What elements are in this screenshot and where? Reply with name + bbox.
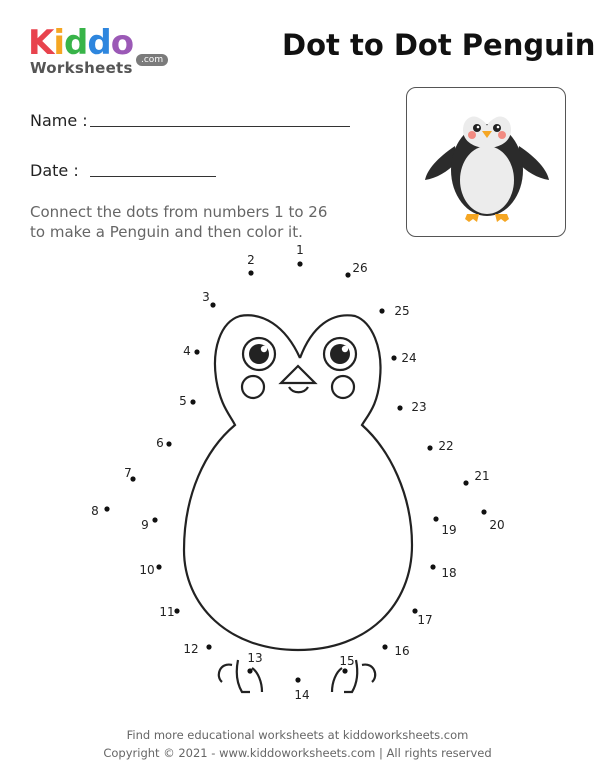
dot-label-20: 20 [489,518,505,532]
logo-dotcom-badge: .com [136,54,168,66]
date-line [90,176,216,177]
logo-letter: d [64,23,88,63]
dot-label-11: 11 [159,605,175,619]
dot-26 [345,272,350,277]
dot-11 [174,608,179,613]
dot-22 [427,445,432,450]
logo-letter: o [110,23,134,63]
penguin-outline [184,315,412,692]
dot-label-5: 5 [179,394,187,408]
dot-12 [206,644,211,649]
instructions-line-1: Connect the dots from numbers 1 to 26 [30,203,328,221]
dot-3 [210,302,215,307]
dot-layer [91,243,504,700]
dot-label-17: 17 [417,613,433,627]
logo-word [28,23,134,63]
dot-label-6: 6 [156,436,164,450]
dot-label-1: 1 [296,243,304,257]
dot-18 [430,564,435,569]
logo-subtitle: Worksheets [30,59,133,77]
dot-label-12: 12 [183,642,199,656]
logo-letter: i [53,23,65,63]
dot-label-9: 9 [141,518,149,532]
dot-25 [379,308,384,313]
dot-24 [391,355,396,360]
dot-label-7: 7 [124,466,132,480]
dot-label-15: 15 [339,654,355,668]
dot-5 [190,399,195,404]
dot-label-21: 21 [474,469,490,483]
dot-21 [463,480,468,485]
dot-label-10: 10 [139,563,155,577]
worksheet-title: Dot to Dot Penguin [282,28,595,62]
logo-letter: d [87,23,111,63]
dot-1 [297,261,302,266]
dot-label-23: 23 [411,400,427,414]
dot-10 [156,564,161,569]
dot-16 [382,644,387,649]
date-label: Date : [30,161,79,180]
name-line [90,126,350,127]
dot-label-19: 19 [441,523,457,537]
dot-2 [248,270,253,275]
dot-label-24: 24 [401,351,417,365]
dot-to-dot-puzzle [0,230,595,700]
reference-penguin-box [406,87,566,237]
dot-14 [295,677,300,682]
dot-23 [397,405,402,410]
dot-label-3: 3 [202,290,210,304]
dot-19 [433,516,438,521]
dot-15 [342,668,347,673]
dot-8 [104,506,109,511]
dot-6 [166,441,171,446]
dot-20 [481,509,486,514]
dot-13 [247,668,252,673]
dot-label-14: 14 [294,688,310,700]
dot-4 [194,349,199,354]
dot-label-2: 2 [247,253,255,267]
instructions-line-2: to make a Penguin and then color it. [30,223,303,241]
reference-penguin-image [407,88,567,238]
dot-label-8: 8 [91,504,99,518]
dot-label-13: 13 [247,651,263,665]
footer-line-2: Copyright © 2021 - www.kiddoworksheets.com | All rights reserved [103,746,492,760]
dot-label-4: 4 [183,344,191,358]
dot-label-25: 25 [394,304,410,318]
dot-9 [152,517,157,522]
logo-letter: K [28,23,54,63]
footer-line-1: Find more educational worksheets at kiddoworksheets.com [126,728,469,742]
name-label: Name : [30,111,88,130]
dot-label-16: 16 [394,644,410,658]
kiddo-logo [28,23,178,80]
dot-label-22: 22 [438,439,454,453]
dot-label-18: 18 [441,566,457,580]
dot-label-26: 26 [352,261,368,275]
